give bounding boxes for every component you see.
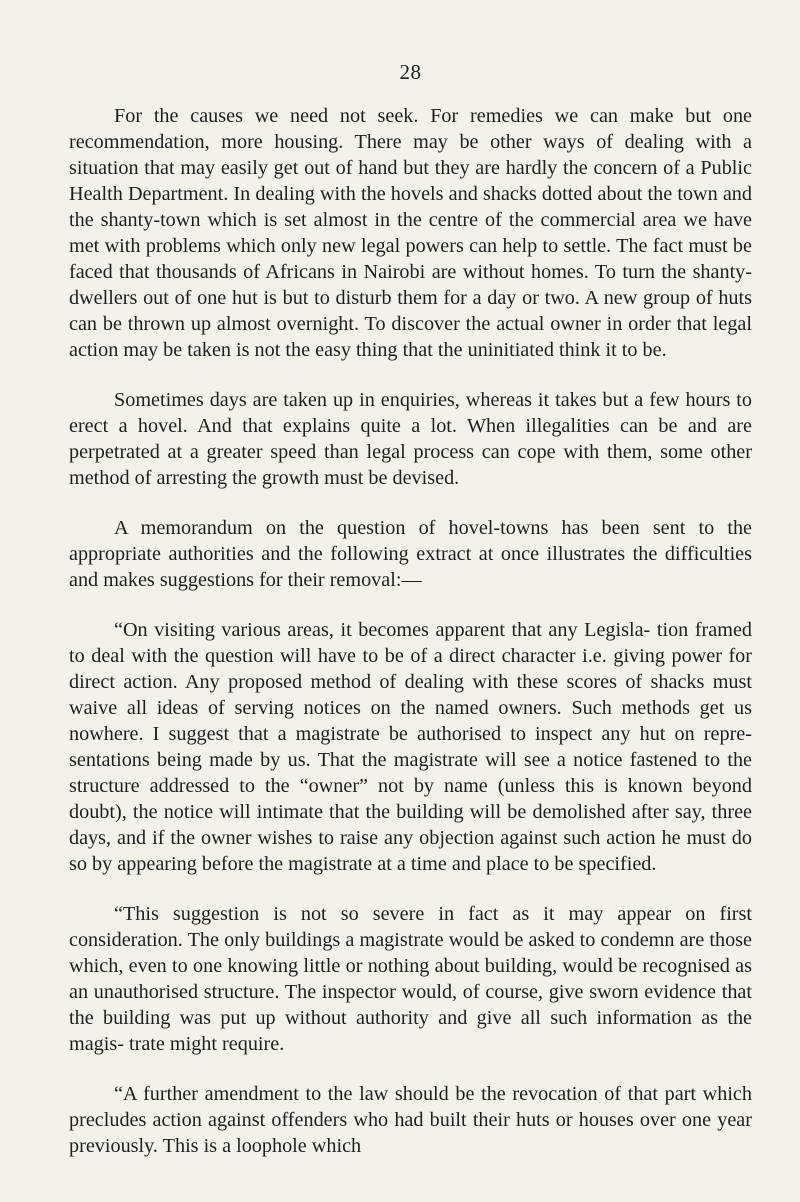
paragraph-enquiries: Sometimes days are taken up in enquiries, whereas it takes but a few hours to erect a hovel. And that explains quite a lot. When illegalities can be and are perpetrated at a greater speed than legal process can cope with them, some other method of arresting the growth must be devised. xyxy=(69,389,752,489)
page-number: 28 xyxy=(399,60,422,84)
paragraph-quote-amendment: “A further amendment to the law should be the revocation of that part which precludes action against offenders who had built their huts or houses over one year previously. This is a loophole which xyxy=(69,1083,752,1157)
paragraph-memorandum: A memorandum on the question of hovel-towns has been sent to the appropriate authorities and the following extract at once illustrates the difficulties and makes suggestions for their removal:— xyxy=(69,517,752,591)
paragraph-quote-suggestion: “This suggestion is not so severe in fact as it may appear on first consideration. The only buildings a magistrate would be asked to condemn are those which, even to one knowing little or nothing about building, would be recognised as an unauthorised structure. The inspector would, of course, give sworn evidence that the building was put up without authority and give all such information as the magis- trate might require. xyxy=(69,903,752,1055)
paragraph-quote-visiting-areas: “On visiting various areas, it becomes apparent that any Legisla- tion framed to deal with the question will have to be of a direct character i.e. giving power for direct action. Any proposed method of dealing with these scores of shacks must waive all ideas of serving notices on the named owners. Such methods get us nowhere. I suggest that a magistrate be authorised to inspect any hut on repre- sentations being made by us. That the magistrate will see a notice fastened to the structure addressed to the “owner” not by name (unless this is known beyond doubt), the notice will intimate that the building will be demolished after say, three days, and if the owner wishes to raise any objection against such action he must do so by appearing before the magistrate at a time and place to be specified. xyxy=(69,619,752,875)
paragraph-causes-remedies: For the causes we need not seek. For remedies we can make but one recommendation, more housing. There may be other ways of dealing with a situation that may easily get out of hand but they are hardly the concern of a Public Health Department. In dealing with the hovels and shacks dotted about the town and the shanty-town which is set almost in the centre of the commercial area we have met with problems which only new legal powers can help to settle. The fact must be faced that thousands of Africans in Nairobi are without homes. To turn the shanty-dwellers out of one hut is but to disturb them for a day or two. A new group of huts can be thrown up almost overnight. To discover the actual owner in order that legal action may be taken is not the easy thing that the uninitiated think it to be. xyxy=(69,105,752,361)
